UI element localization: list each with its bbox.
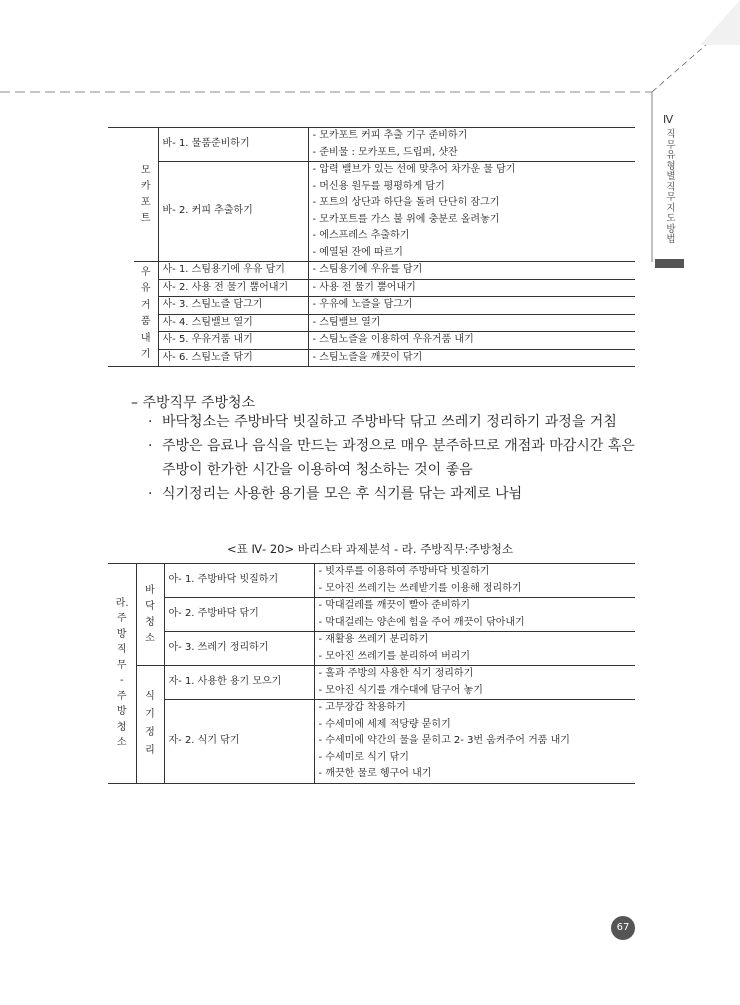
task-description: - 압력 밸브가 있는 선에 맞추어 차가운 물 담기 - 머신용 원두를 평평하게 담기 - 포트의 상단과 하단을 돌려 단단히 잠그기 - 모카포트를 가스 불 위에 충분로 올려놓기 - 에스프레스 추출하기 - 예열된 잔에 따르기 (308, 162, 635, 262)
bullet-item: · 바닥청소는 주방바닥 빗질하고 주방바닥 닦고 쓰레기 정리하기 과정을 거침 (148, 410, 648, 434)
group-label: 우유거품내기 (134, 262, 158, 367)
task-description: - 우유에 노즐을 담그기 (308, 297, 635, 315)
subtask-cell: 아- 2. 주방바닥 닦기 (164, 598, 314, 632)
chapter-tab-marker (655, 259, 684, 268)
subtask-cell: 사- 6. 스팀노즐 닦기 (158, 349, 308, 367)
subtask-cell: 자- 1. 사용한 용기 모으기 (164, 666, 314, 700)
subtask-cell: 사- 1. 스팀용기에 우유 담기 (158, 262, 308, 280)
task-description: - 재활용 쓰레기 분리하기 - 모아진 쓰레기를 분리하여 버리기 (314, 632, 635, 666)
chapter-title: 직무유형별 직무지도방법 (666, 129, 676, 245)
group-label: 바닥청소 (136, 564, 164, 666)
table-caption: <표 Ⅳ- 20> 바리스타 과제분석 - 라. 주방직무:주방청소 (227, 542, 513, 556)
task-description: - 스팀밸브 열기 (308, 314, 635, 332)
task-description: - 사용 전 물기 뿜어내기 (308, 279, 635, 297)
task-description: - 홀과 주방의 사용한 식기 정리하기 - 모아진 식기를 개수대에 담구어 놓기 (314, 666, 635, 700)
task-description: - 스팀노즐을 깨끗이 닦기 (308, 349, 635, 367)
task-description: - 막대걸레를 깨끗이 빨아 준비하기 - 막대걸레는 양손에 힘을 주어 깨끗이 닦아내기 (314, 598, 635, 632)
bullet-item: · 식기정리는 사용한 용기를 모은 후 식기를 닦는 과제로 나뉨 (148, 482, 648, 506)
page-curl (700, 0, 740, 45)
task-description: - 빗자루를 이용하여 주방바닥 빗질하기 - 모아진 쓰레기는 쓰레받기를 이용해 정리하기 (314, 564, 635, 598)
group-label: 모카포트 (134, 128, 158, 262)
bullet-item: · 주방은 음료나 음식을 만드는 과정으로 매우 분주하므로 개점과 마감시간 혹은 주방이 한가한 시간을 이용하여 청소하는 것이 좋음 (148, 434, 648, 482)
subtask-cell: 사- 3. 스팀노즐 담그기 (158, 297, 308, 315)
task-description: - 스팀노즐을 이용하여 우유거품 내기 (308, 332, 635, 350)
task-description: - 스팀용기에 우유를 담기 (308, 262, 635, 280)
chapter-number: Ⅳ (663, 113, 674, 126)
subtask-cell: 아- 3. 쓰레기 정리하기 (164, 632, 314, 666)
subtask-cell: 아- 1. 주방바닥 빗질하기 (164, 564, 314, 598)
subtask-cell: 사- 5. 우유거품 내기 (158, 332, 308, 350)
task-description: - 고무장갑 착용하기 - 수세미에 세제 적당량 묻히기 - 수세미에 약간의 물을 묻히고 2- 3번 움켜주어 거품 내기 - 수세미로 식기 닦기 - 깨끗한 물로 헹구어 내기 (314, 700, 635, 784)
top-label: 라.주방직무 - 주방청소 (108, 564, 136, 784)
task-description: - 모카포트 커피 추출 기구 준비하기 - 준비물 : 모카포트, 드립퍼, 샷잔 (308, 128, 635, 162)
bullet-list (148, 410, 648, 506)
subtask-cell: 사- 2. 사용 전 물기 뿜어내기 (158, 279, 308, 297)
subtask-cell: 사- 4. 스팀밸브 열기 (158, 314, 308, 332)
section-heading: – 주방직무 주방청소 (131, 395, 256, 411)
group-label: 식기정리 (136, 666, 164, 784)
page-number: 67 (611, 916, 635, 940)
task-table-1 (108, 127, 635, 367)
subtask-cell: 바- 2. 커피 추출하기 (158, 162, 308, 262)
subtask-cell: 바- 1. 물품준비하기 (158, 128, 308, 162)
subtask-cell: 자- 2. 식기 닦기 (164, 700, 314, 784)
task-table-2 (108, 563, 635, 784)
